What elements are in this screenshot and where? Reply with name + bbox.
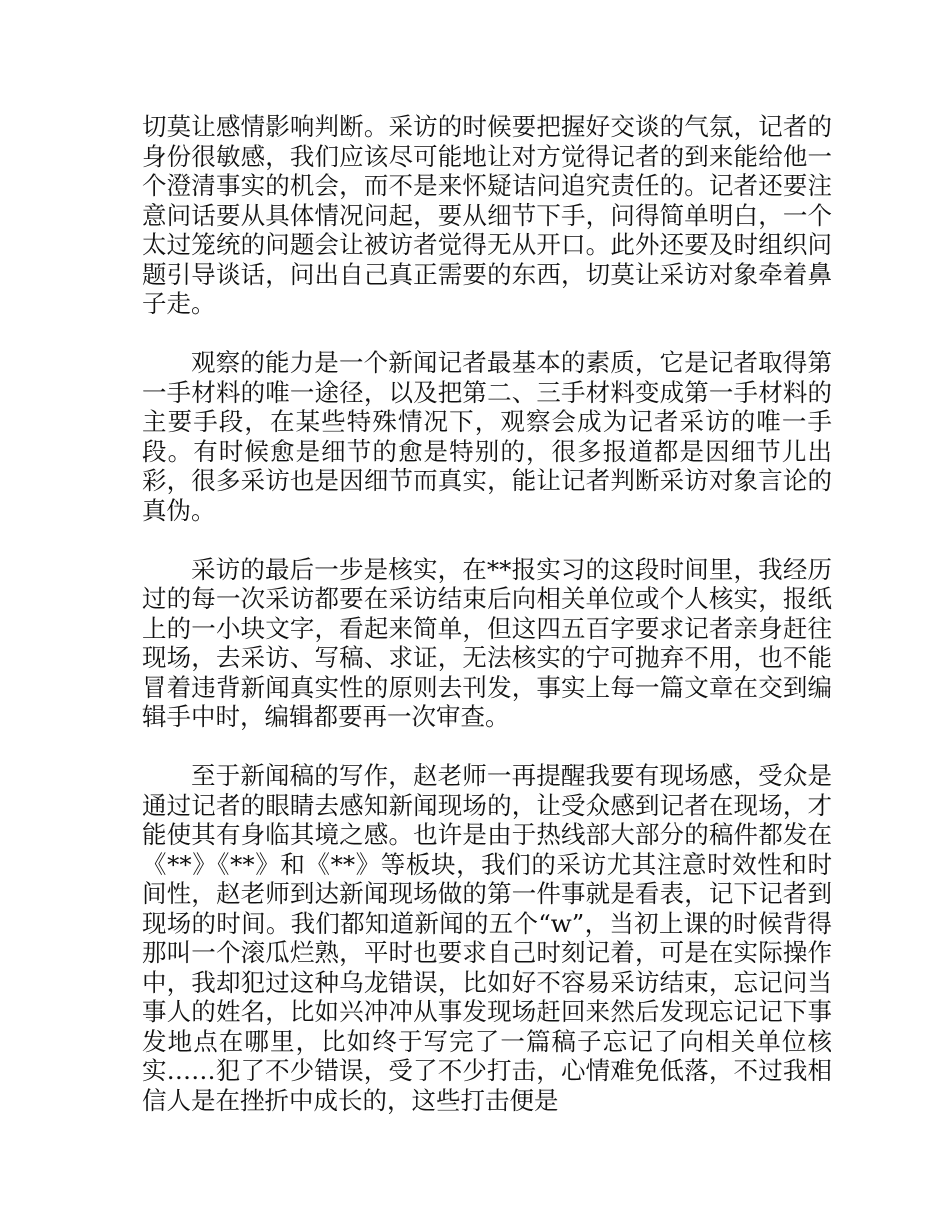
paragraph-verification: 采访的最后一步是核实，在**报实习的这段时间里，我经历过的每一次采访都要在采访结束后向相关单位或个人核实，报纸上的一小块文字，看起来简单，但这四五百字要求记者亲身赶往现场，去采访、写稿、求证，无法核实的宁可抛弃不用，也不能冒着违背新闻真实性的原则去刊发，事实上每一篇文章在交到编辑手中时，编辑都要再一次审查。 [142,554,832,731]
paragraph-writing: 至于新闻稿的写作，赵老师一再提醒我要有现场感，受众是通过记者的眼睛去感知新闻现场的，让受众感到记者在现场，才能使其有身临其境之感。也许是由于热线部大部分的稿件都发在《**》《**》和《**》等板块，我们的采访尤其注意时效性和时间性，赵老师到达新闻现场做的第一件事就是看表，记下记者到现场的时间。我们都知道新闻的五个“w”，当初上课的时候背得那叫一个滚瓜烂熟，平时也要求自己时刻记着，可是在实际操作中，我却犯过这种乌龙错误，比如好不容易采访结束，忘记问当事人的姓名，比如兴冲冲从事发现场赶回来然后发现忘记记下事发地点在哪里，比如终于写完了一篇稿子忘记了向相关单位核实……犯了不少错误，受了不少打击，心情难免低落，不过我相信人是在挫折中成长的，这些打击便是 [142,761,832,1115]
paragraph-continued: 切莫让感情影响判断。采访的时候要把握好交谈的气氛，记者的身份很敏感，我们应该尽可能地让对方觉得记者的到来能给他一个澄清事实的机会，而不是来怀疑诘问追究责任的。记者还要注意问话要从具体情况问起，要从细节下手，问得简单明白，一个太过笼统的问题会让被访者觉得无从开口。此外还要及时组织问题引导谈话，问出自己真正需要的东西，切莫让采访对象牵着鼻子走。 [142,112,832,318]
document-body [142,112,832,1145]
paragraph-observation: 观察的能力是一个新闻记者最基本的素质，它是记者取得第一手材料的唯一途径，以及把第二、三手材料变成第一手材料的主要手段，在某些特殊情况下，观察会成为记者采访的唯一手段。有时候愈是细节的愈是特别的，很多报道都是因细节儿出彩，很多采访也是因细节而真实，能让记者判断采访对象言论的真伪。 [142,348,832,525]
